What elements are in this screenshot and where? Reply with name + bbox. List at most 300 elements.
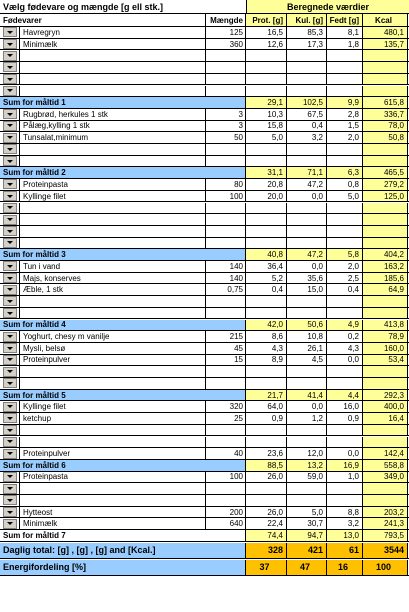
prot-cell: 16,5 — [246, 27, 287, 38]
chevron-down-icon[interactable] — [3, 62, 17, 72]
daily-total-label: Daglig total: [g] , [g] , [g] and [Kcal.] — [0, 543, 246, 558]
food-name-cell[interactable] — [20, 144, 206, 155]
dropdown-cell[interactable] — [0, 483, 20, 494]
qty-cell[interactable] — [206, 495, 246, 506]
qty-cell[interactable]: 215 — [206, 331, 246, 342]
prot-cell: 0,4 — [246, 284, 287, 295]
food-name-cell[interactable]: Kyllinge filet — [20, 401, 206, 412]
chevron-down-icon[interactable] — [3, 86, 17, 96]
dropdown-cell[interactable] — [0, 413, 20, 424]
fedt-cell: 8,1 — [327, 27, 363, 38]
prot-cell — [246, 144, 287, 155]
prot-cell: 20,0 — [246, 191, 287, 202]
chevron-down-icon[interactable] — [3, 519, 17, 529]
table-row — [0, 156, 409, 168]
qty-cell[interactable] — [206, 214, 246, 225]
meal-sum-row — [0, 390, 409, 402]
dropdown-cell[interactable] — [0, 226, 20, 237]
kcal-cell: 349,0 — [363, 472, 408, 483]
dropdown-cell[interactable] — [0, 191, 20, 202]
fedt-cell: 2,5 — [327, 273, 363, 284]
sum-kcal-cell: 465,5 — [363, 167, 408, 178]
qty-cell[interactable]: 100 — [206, 191, 246, 202]
energy-fedt: 16 — [327, 560, 363, 575]
food-name-cell[interactable]: Æble, 1 stk — [20, 284, 206, 295]
chevron-down-icon[interactable] — [3, 425, 17, 435]
kcal-cell: 160,0 — [363, 343, 408, 354]
qty-cell[interactable] — [206, 238, 246, 249]
chevron-down-icon[interactable] — [3, 156, 17, 166]
food-name-cell[interactable]: Proteinpulver — [20, 355, 206, 366]
sum-kul-cell: 41,4 — [287, 390, 327, 401]
qty-cell[interactable]: 360 — [206, 39, 246, 50]
prot-cell — [246, 495, 287, 506]
table-row — [0, 378, 409, 390]
daily-total-row — [0, 543, 409, 559]
kcal-cell — [363, 86, 408, 97]
kul-cell — [287, 214, 327, 225]
chevron-down-icon[interactable] — [3, 507, 17, 517]
chevron-down-icon[interactable] — [3, 495, 17, 505]
kcal-cell — [363, 296, 408, 307]
kcal-cell: 53,4 — [363, 355, 408, 366]
table-row — [0, 214, 409, 226]
qty-cell[interactable]: 640 — [206, 518, 246, 529]
qty-cell[interactable] — [206, 296, 246, 307]
table-row — [0, 507, 409, 519]
food-name-cell[interactable]: Yoghurt, chesy m vanilje — [20, 331, 206, 342]
food-name-cell[interactable]: Pålæg,kylling 1 stk — [20, 121, 206, 132]
sum-prot-cell: 31,1 — [246, 167, 287, 178]
chevron-down-icon[interactable] — [3, 343, 17, 353]
dropdown-cell[interactable] — [0, 378, 20, 389]
daily-total-kul: 421 — [287, 543, 327, 558]
prot-cell — [246, 425, 287, 436]
prot-cell — [246, 62, 287, 73]
qty-cell[interactable]: 3 — [206, 109, 246, 120]
chevron-down-icon[interactable] — [3, 179, 17, 189]
qty-cell[interactable] — [206, 86, 246, 97]
food-name-cell[interactable]: Rugbrød, herkules 1 stk — [20, 109, 206, 120]
qty-cell[interactable] — [206, 425, 246, 436]
qty-cell[interactable]: 200 — [206, 507, 246, 518]
kcal-cell: 336,7 — [363, 109, 408, 120]
fedt-cell — [327, 74, 363, 85]
chevron-down-icon[interactable] — [3, 238, 17, 248]
table-row — [0, 27, 409, 39]
kul-cell: 67,5 — [287, 109, 327, 120]
table-row — [0, 331, 409, 343]
table-row — [0, 109, 409, 121]
table-row — [0, 144, 409, 156]
table-row — [0, 448, 409, 460]
food-name-cell[interactable] — [20, 238, 206, 249]
dropdown-cell[interactable] — [0, 144, 20, 155]
fedt-cell: 5,0 — [327, 191, 363, 202]
table-row — [0, 425, 409, 437]
dropdown-cell[interactable] — [0, 401, 20, 412]
chevron-down-icon[interactable] — [3, 355, 17, 365]
qty-cell[interactable] — [206, 308, 246, 319]
kul-cell — [287, 156, 327, 167]
qty-cell[interactable]: 100 — [206, 472, 246, 483]
food-name-cell[interactable] — [20, 214, 206, 225]
food-name-cell[interactable]: Majs, konserves — [20, 273, 206, 284]
qty-cell[interactable] — [206, 366, 246, 377]
food-name-cell[interactable]: ketchup — [20, 413, 206, 424]
qty-cell[interactable] — [206, 483, 246, 494]
prot-cell — [246, 74, 287, 85]
column-header-row — [0, 14, 409, 27]
qty-cell[interactable]: 25 — [206, 413, 246, 424]
chevron-down-icon[interactable] — [3, 332, 17, 342]
kul-cell: 0,0 — [287, 191, 327, 202]
energy-prot: 37 — [246, 560, 287, 575]
dropdown-cell[interactable] — [0, 179, 20, 190]
chevron-down-icon[interactable] — [3, 27, 17, 37]
food-name-cell[interactable]: Minimælk — [20, 39, 206, 50]
dropdown-cell[interactable] — [0, 261, 20, 272]
dropdown-cell[interactable] — [0, 308, 20, 319]
dropdown-cell[interactable] — [0, 238, 20, 249]
dropdown-cell[interactable] — [0, 507, 20, 518]
chevron-down-icon[interactable] — [3, 144, 17, 154]
table-row — [0, 355, 409, 367]
qty-cell[interactable]: 45 — [206, 343, 246, 354]
dropdown-cell[interactable] — [0, 156, 20, 167]
fedt-cell — [327, 144, 363, 155]
food-name-cell[interactable]: Proteinpulver — [20, 448, 206, 459]
sum-fedt-cell: 5,8 — [327, 249, 363, 260]
qty-cell[interactable]: 3 — [206, 121, 246, 132]
fedt-cell — [327, 495, 363, 506]
kul-cell — [287, 308, 327, 319]
table-row — [0, 401, 409, 413]
fedt-cell — [327, 203, 363, 214]
qty-cell[interactable] — [206, 74, 246, 85]
energy-kcal: 100 — [363, 560, 408, 575]
chevron-down-icon[interactable] — [3, 285, 17, 295]
meal-sum-row — [0, 460, 409, 472]
kcal-cell: 50,8 — [363, 132, 408, 143]
dropdown-cell[interactable] — [0, 27, 20, 38]
chevron-down-icon[interactable] — [3, 261, 17, 271]
qty-cell[interactable]: 0,75 — [206, 284, 246, 295]
kul-cell: 59,0 — [287, 472, 327, 483]
dropdown-cell[interactable] — [0, 132, 20, 143]
header-title-right: Beregnede værdier — [247, 0, 409, 14]
kcal-cell — [363, 366, 408, 377]
qty-cell[interactable] — [206, 226, 246, 237]
fedt-cell: 2,8 — [327, 109, 363, 120]
kcal-cell: 78,0 — [363, 121, 408, 132]
food-name-cell[interactable] — [20, 203, 206, 214]
qty-cell[interactable]: 15 — [206, 355, 246, 366]
daily-total-fedt: 61 — [327, 543, 363, 558]
food-name-cell[interactable]: Hytteost — [20, 507, 206, 518]
kul-cell: 35,6 — [287, 273, 327, 284]
sum-kcal-cell: 292,3 — [363, 390, 408, 401]
kul-cell: 5,0 — [287, 507, 327, 518]
sum-kcal-cell: 793,5 — [363, 530, 408, 541]
fedt-cell: 2,0 — [327, 261, 363, 272]
dropdown-cell[interactable] — [0, 284, 20, 295]
kcal-cell — [363, 74, 408, 85]
col-kcal-header: Kcal — [363, 14, 408, 26]
sum-prot-cell: 29,1 — [246, 97, 287, 108]
qty-cell[interactable]: 125 — [206, 27, 246, 38]
dropdown-cell[interactable] — [0, 495, 20, 506]
fedt-cell — [327, 238, 363, 249]
kul-cell: 3,2 — [287, 132, 327, 143]
food-name-cell[interactable]: Kyllinge filet — [20, 191, 206, 202]
kcal-cell: 400,0 — [363, 401, 408, 412]
prot-cell: 8,9 — [246, 355, 287, 366]
chevron-down-icon[interactable] — [3, 437, 17, 447]
prot-cell: 12,6 — [246, 39, 287, 50]
fedt-cell — [327, 366, 363, 377]
prot-cell — [246, 238, 287, 249]
kul-cell — [287, 50, 327, 61]
meal-sum-label: Sum for måltid 5 — [0, 390, 246, 401]
kul-cell — [287, 296, 327, 307]
table-row — [0, 86, 409, 98]
qty-cell[interactable]: 50 — [206, 132, 246, 143]
sum-fedt-cell: 16,9 — [327, 460, 363, 471]
table-row — [0, 50, 409, 62]
prot-cell — [246, 296, 287, 307]
kul-cell — [287, 86, 327, 97]
qty-cell[interactable]: 80 — [206, 179, 246, 190]
chevron-down-icon[interactable] — [3, 472, 17, 482]
fedt-cell — [327, 296, 363, 307]
prot-cell — [246, 86, 287, 97]
kul-cell: 1,2 — [287, 413, 327, 424]
fedt-cell: 0,0 — [327, 355, 363, 366]
chevron-down-icon[interactable] — [3, 51, 17, 61]
kul-cell — [287, 495, 327, 506]
chevron-down-icon[interactable] — [3, 39, 17, 49]
sum-prot-cell: 74,4 — [246, 530, 287, 541]
table-row — [0, 261, 409, 273]
sum-kcal-cell: 413,8 — [363, 320, 408, 331]
food-name-cell[interactable] — [20, 366, 206, 377]
qty-cell[interactable]: 140 — [206, 261, 246, 272]
chevron-down-icon[interactable] — [3, 215, 17, 225]
food-name-cell[interactable] — [20, 50, 206, 61]
qty-cell[interactable]: 320 — [206, 401, 246, 412]
kul-cell: 12,0 — [287, 448, 327, 459]
table-row — [0, 62, 409, 74]
prot-cell: 20,8 — [246, 179, 287, 190]
chevron-down-icon[interactable] — [3, 378, 17, 388]
fedt-cell — [327, 62, 363, 73]
chevron-down-icon[interactable] — [3, 74, 17, 84]
meal-sum-label: Sum for måltid 2 — [0, 167, 246, 178]
kcal-cell — [363, 156, 408, 167]
fedt-cell: 2,0 — [327, 132, 363, 143]
prot-cell: 23,6 — [246, 448, 287, 459]
energy-kul: 47 — [287, 560, 327, 575]
kul-cell: 10,8 — [287, 331, 327, 342]
col-qty-header: Mængde — [206, 14, 246, 26]
prot-cell: 5,0 — [246, 132, 287, 143]
chevron-down-icon[interactable] — [3, 226, 17, 236]
fedt-cell: 4,3 — [327, 343, 363, 354]
chevron-down-icon[interactable] — [3, 191, 17, 201]
fedt-cell — [327, 214, 363, 225]
table-row — [0, 74, 409, 86]
table-row — [0, 437, 409, 449]
prot-cell — [246, 203, 287, 214]
fedt-cell: 0,0 — [327, 448, 363, 459]
food-name-cell[interactable]: Mysli, belsø — [20, 343, 206, 354]
qty-cell[interactable] — [206, 156, 246, 167]
chevron-down-icon[interactable] — [3, 273, 17, 283]
chevron-down-icon[interactable] — [3, 402, 17, 412]
chevron-down-icon[interactable] — [3, 203, 17, 213]
prot-cell: 0,9 — [246, 413, 287, 424]
table-row — [0, 308, 409, 320]
meal-sum-label: Sum for måltid 3 — [0, 249, 246, 260]
qty-cell[interactable] — [206, 62, 246, 73]
qty-cell[interactable] — [206, 144, 246, 155]
chevron-down-icon[interactable] — [3, 296, 17, 306]
fedt-cell — [327, 483, 363, 494]
chevron-down-icon[interactable] — [3, 449, 17, 459]
prot-cell — [246, 437, 287, 448]
dropdown-cell[interactable] — [0, 331, 20, 342]
table-row — [0, 191, 409, 203]
dropdown-cell[interactable] — [0, 214, 20, 225]
food-name-cell[interactable] — [20, 378, 206, 389]
food-name-cell[interactable] — [20, 296, 206, 307]
chevron-down-icon[interactable] — [3, 109, 17, 119]
fedt-cell: 0,8 — [327, 179, 363, 190]
prot-cell — [246, 156, 287, 167]
food-name-cell[interactable] — [20, 495, 206, 506]
prot-cell: 8,6 — [246, 331, 287, 342]
food-name-cell[interactable]: Minimælk — [20, 518, 206, 529]
daily-total-kcal: 3544 — [363, 543, 408, 558]
dropdown-cell[interactable] — [0, 121, 20, 132]
sum-kul-cell: 13,2 — [287, 460, 327, 471]
fedt-cell: 1,0 — [327, 472, 363, 483]
dropdown-cell[interactable] — [0, 74, 20, 85]
prot-cell — [246, 308, 287, 319]
food-name-cell[interactable] — [20, 483, 206, 494]
meal-sum-row — [0, 97, 409, 109]
food-name-cell[interactable]: Havregryn — [20, 27, 206, 38]
food-name-cell[interactable]: Tun i vand — [20, 261, 206, 272]
kcal-cell — [363, 483, 408, 494]
chevron-down-icon[interactable] — [3, 484, 17, 494]
prot-cell: 10,3 — [246, 109, 287, 120]
dropdown-cell[interactable] — [0, 437, 20, 448]
fedt-cell — [327, 226, 363, 237]
meal-sum-label: Sum for måltid 1 — [0, 97, 246, 108]
dropdown-cell[interactable] — [0, 448, 20, 459]
prot-cell: 4,3 — [246, 343, 287, 354]
kul-cell: 4,5 — [287, 355, 327, 366]
dropdown-cell[interactable] — [0, 296, 20, 307]
food-name-cell[interactable] — [20, 308, 206, 319]
dropdown-cell[interactable] — [0, 425, 20, 436]
dropdown-cell[interactable] — [0, 86, 20, 97]
prot-cell — [246, 50, 287, 61]
food-name-cell[interactable]: Proteinpasta — [20, 179, 206, 190]
chevron-down-icon[interactable] — [3, 413, 17, 423]
dropdown-cell[interactable] — [0, 355, 20, 366]
food-name-cell[interactable]: Proteinpasta — [20, 472, 206, 483]
qty-cell[interactable]: 140 — [206, 273, 246, 284]
dropdown-cell[interactable] — [0, 366, 20, 377]
prot-cell: 15,8 — [246, 121, 287, 132]
meal-sum-label: Sum for måltid 7 — [0, 530, 246, 541]
chevron-down-icon[interactable] — [3, 367, 17, 377]
kul-cell — [287, 425, 327, 436]
qty-cell[interactable]: 40 — [206, 448, 246, 459]
kcal-cell — [363, 425, 408, 436]
table-row — [0, 296, 409, 308]
chevron-down-icon[interactable] — [3, 308, 17, 318]
dropdown-cell[interactable] — [0, 50, 20, 61]
kcal-cell — [363, 62, 408, 73]
fedt-cell: 0,9 — [327, 413, 363, 424]
table-row — [0, 238, 409, 250]
kcal-cell: 125,0 — [363, 191, 408, 202]
qty-cell[interactable] — [206, 378, 246, 389]
sum-fedt-cell: 4,9 — [327, 320, 363, 331]
chevron-down-icon[interactable] — [3, 133, 17, 143]
food-name-cell[interactable] — [20, 226, 206, 237]
qty-cell[interactable] — [206, 50, 246, 61]
food-name-cell[interactable] — [20, 437, 206, 448]
dropdown-cell[interactable] — [0, 39, 20, 50]
qty-cell[interactable] — [206, 437, 246, 448]
food-name-cell[interactable]: Tunsalat,minimum — [20, 132, 206, 143]
food-name-cell[interactable] — [20, 62, 206, 73]
dropdown-cell[interactable] — [0, 343, 20, 354]
kul-cell: 0,4 — [287, 121, 327, 132]
food-name-cell[interactable] — [20, 74, 206, 85]
chevron-down-icon[interactable] — [3, 121, 17, 131]
dropdown-cell[interactable] — [0, 273, 20, 284]
kul-cell: 17,3 — [287, 39, 327, 50]
col-food-header: Fødevarer — [0, 14, 206, 26]
fedt-cell — [327, 50, 363, 61]
kul-cell: 47,2 — [287, 179, 327, 190]
dropdown-cell[interactable] — [0, 62, 20, 73]
header-title-left: Vælg fødevare og mængde [g ell stk.] — [0, 0, 247, 14]
kul-cell — [287, 378, 327, 389]
sum-kcal-cell: 404,2 — [363, 249, 408, 260]
qty-cell[interactable] — [206, 203, 246, 214]
dropdown-cell[interactable] — [0, 518, 20, 529]
sum-fedt-cell: 4,4 — [327, 390, 363, 401]
dropdown-cell[interactable] — [0, 472, 20, 483]
food-name-cell[interactable] — [20, 156, 206, 167]
dropdown-cell[interactable] — [0, 109, 20, 120]
food-name-cell[interactable] — [20, 86, 206, 97]
kcal-cell: 279,2 — [363, 179, 408, 190]
prot-cell — [246, 214, 287, 225]
dropdown-cell[interactable] — [0, 203, 20, 214]
fedt-cell: 16,0 — [327, 401, 363, 412]
kcal-cell: 78,9 — [363, 331, 408, 342]
kcal-cell — [363, 437, 408, 448]
food-name-cell[interactable] — [20, 425, 206, 436]
